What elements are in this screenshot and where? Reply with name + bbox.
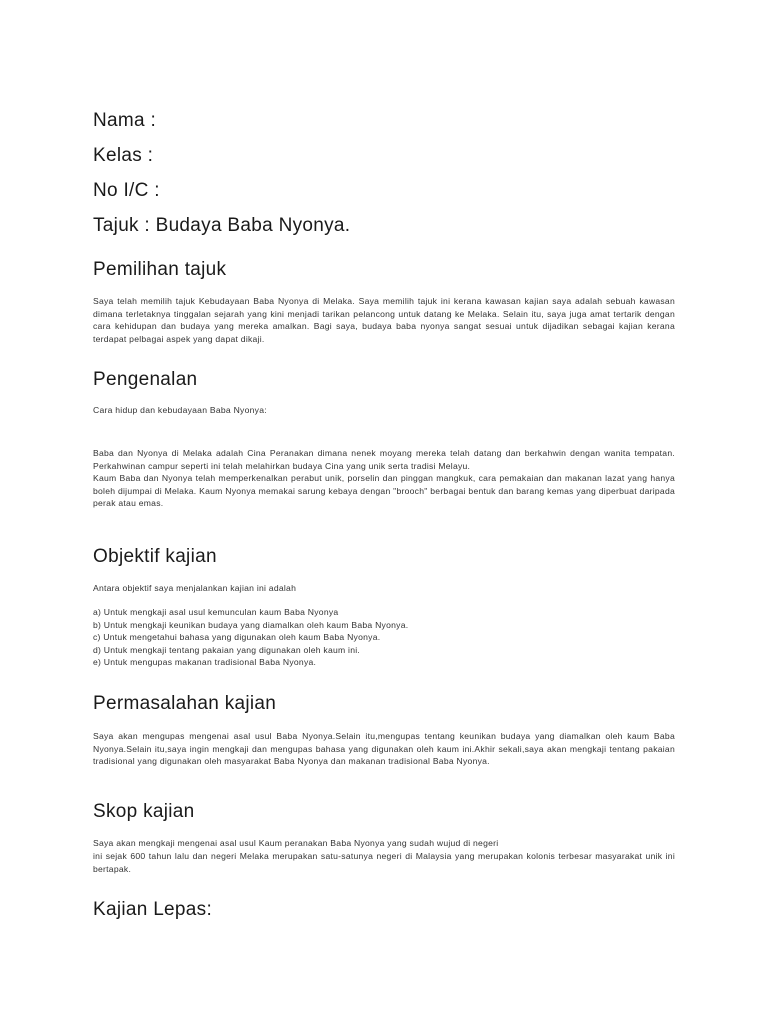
list-objektif xyxy=(93,606,675,669)
heading-skop-kajian: Skop kajian xyxy=(93,801,195,822)
heading-objektif-kajian: Objektif kajian xyxy=(93,546,217,567)
paragraph-objektif-intro: Antara objektif saya menjalankan kajian ini adalah xyxy=(93,583,297,593)
list-item: a) Untuk mengkaji asal usul kemunculan kaum Baba Nyonya xyxy=(93,607,339,617)
paragraph-pemilihan-tajuk: Saya telah memilih tajuk Kebudayaan Baba Nyonya di Melaka. Saya memilih tajuk ini kerana kawasan kajian saya adalah sebuah kawasan dimana terletaknya tinggalan sejarah yang kini menjadi tarikan pelancong untuk datang ke Melaka. Selain itu, saya juga amat tertarik dengan cara kehidupan dan budaya yang mereka amalkan. Bagi saya, budaya baba nyonya sangat sesuai untuk dijadikan sebagai kajian kerana terdapat pelbagai aspek yang dapat dikaji. xyxy=(93,296,675,344)
field-nama: Nama : xyxy=(93,110,157,131)
field-no-ic: No I/C : xyxy=(93,180,160,201)
heading-permasalahan-kajian: Permasalahan kajian xyxy=(93,693,277,714)
heading-pengenalan: Pengenalan xyxy=(93,369,198,390)
heading-kajian-lepas: Kajian Lepas: xyxy=(93,899,213,920)
field-tajuk: Tajuk : Budaya Baba Nyonya. xyxy=(93,215,351,236)
paragraph-skop-line1: Saya akan mengkaji mengenai asal usul Kaum peranakan Baba Nyonya yang sudah wujud di negeri xyxy=(93,838,499,848)
heading-pemilihan-tajuk: Pemilihan tajuk xyxy=(93,259,227,280)
list-item: c) Untuk mengetahui bahasa yang digunakan oleh kaum Baba Nyonya. xyxy=(93,632,381,642)
list-item: d) Untuk mengkaji tentang pakaian yang digunakan oleh kaum ini. xyxy=(93,644,361,655)
list-item: b) Untuk mengkaji keunikan budaya yang diamalkan oleh kaum Baba Nyonya. xyxy=(93,619,409,630)
paragraph-pengenalan-1: Baba dan Nyonya di Melaka adalah Cina Peranakan dimana nenek moyang mereka telah datang dan berkahwin dengan wanita tempatan. Perkahwinan campur seperti ini telah melahirkan budaya Cina yang unik serta tradisi Melayu. xyxy=(93,448,675,471)
field-kelas: Kelas : xyxy=(93,145,154,166)
paragraph-pengenalan-intro: Cara hidup dan kebudayaan Baba Nyonya: xyxy=(93,405,267,415)
paragraph-permasalahan-kajian: Saya akan mengupas mengenai asal usul Baba Nyonya.Selain itu,mengupas tentang keunikan budaya yang diamalkan oleh kaum Baba Nyonya.Selain itu,saya ingin mengkaji dan mengupas bahasa yang digunakan oleh kaum ini.Akhir sekali,saya akan mengkaji tentang pakaian tradisional yang digunakan oleh masyarakat Baba Nyonya dan makanan tradisional Baba Nyonya. xyxy=(93,731,675,766)
paragraph-pengenalan-2: Kaum Baba dan Nyonya telah memperkenalkan perabut unik, porselin dan pinggan mangkuk, cara pemakaian dan makanan lazat yang hanya boleh dijumpai di Melaka. Kaum Nyonya memakai sarung kebaya dengan "brooch" berbagai bentuk dan barang kemas yang diperbuat daripada perak atau emas. xyxy=(93,473,675,508)
paragraph-skop-line2: ini sejak 600 tahun lalu dan negeri Melaka merupakan satu-satunya negeri di Malaysia yang merupakan kolonis terbesar masyarakat unik ini bertapak. xyxy=(93,851,675,874)
list-item: e) Untuk mengupas makanan tradisional Baba Nyonya. xyxy=(93,657,317,667)
